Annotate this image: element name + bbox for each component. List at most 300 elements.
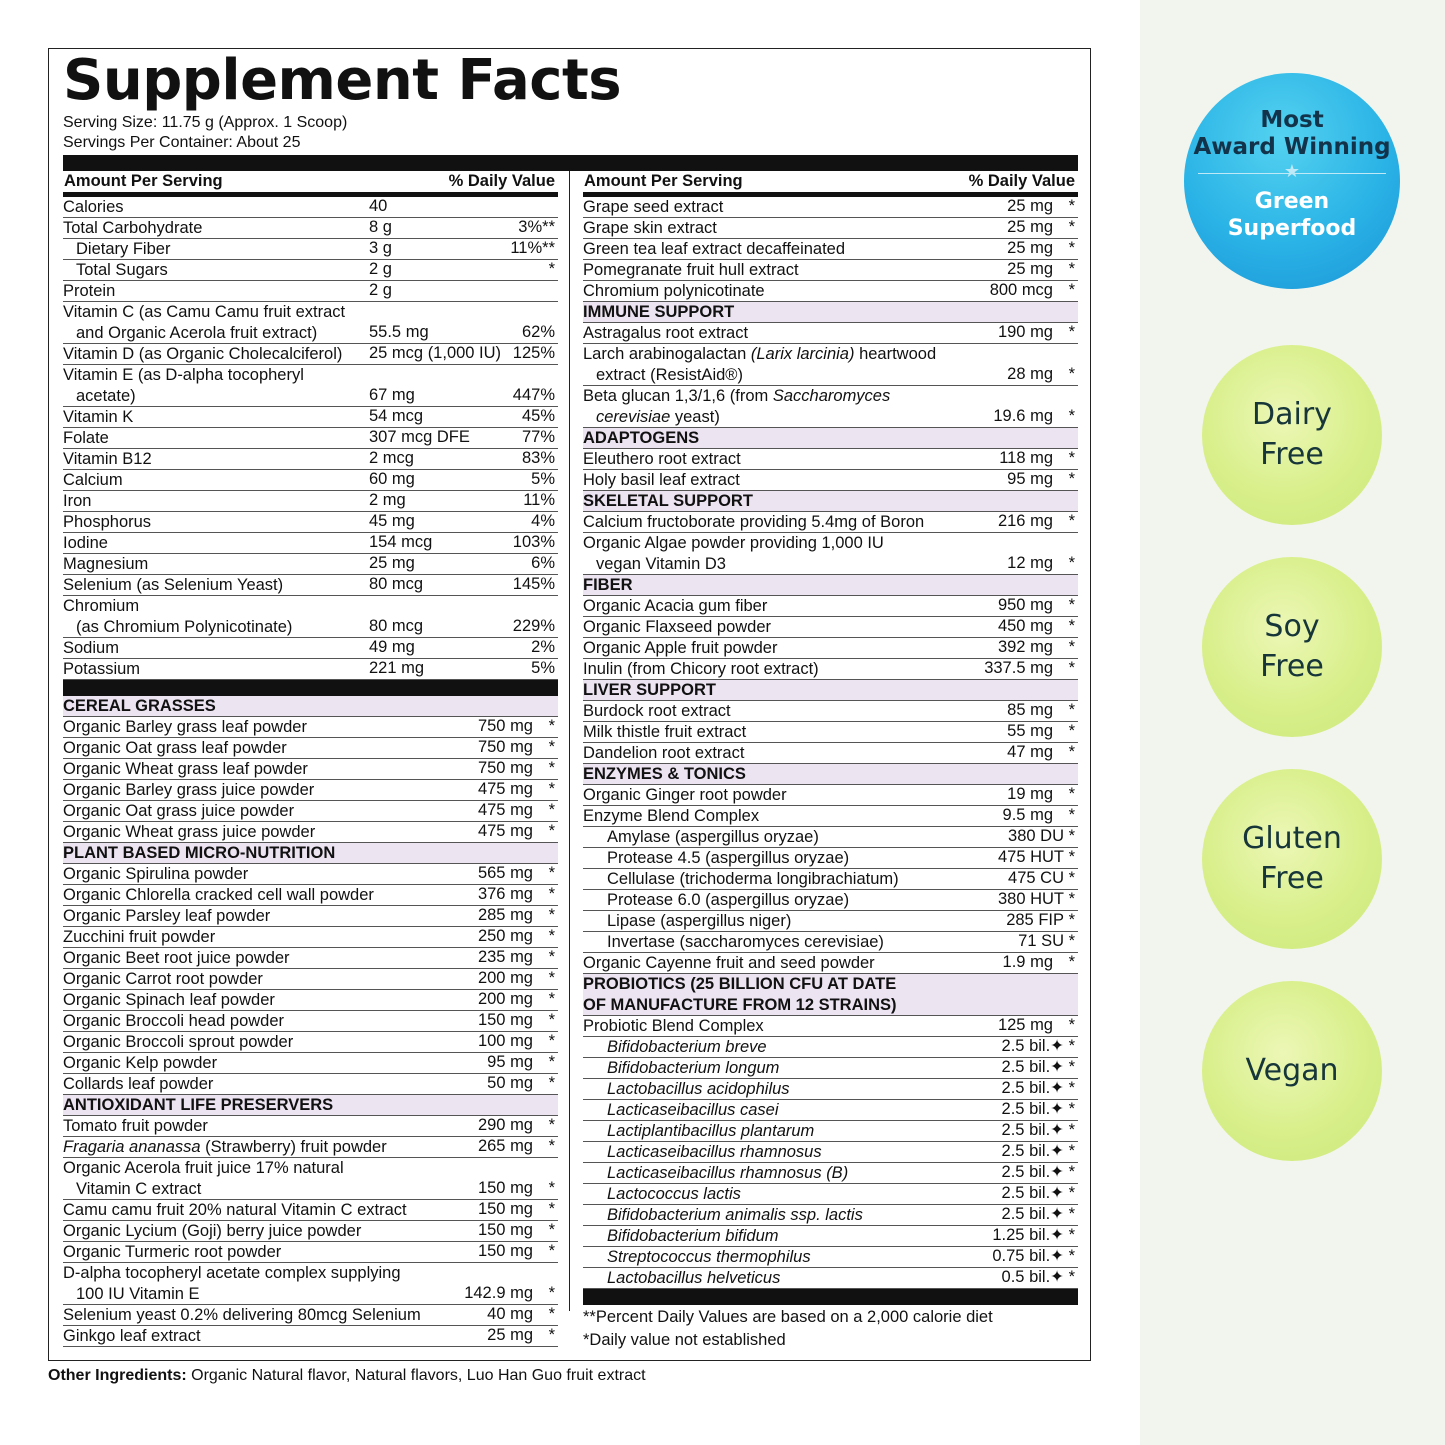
section-title-line-2: OF MANUFACTURE FROM 12 STRAINS): [583, 996, 897, 1014]
ingredient-row: [583, 449, 1078, 470]
item-name-text: Green tea leaf extract decaffeinated: [583, 240, 846, 258]
award-line-1: Most: [1260, 107, 1324, 133]
item-name: [583, 1121, 814, 1142]
ingredient-amount: 2.5 bil.✦: [1001, 1163, 1064, 1181]
ingredient-row: [63, 1305, 558, 1326]
item-name-text: Protease 6.0 (aspergillus oryzae): [607, 891, 850, 909]
nutrient-daily-value: 11%: [523, 491, 555, 509]
daily-value-not-established: *: [1068, 743, 1075, 761]
ingredient-row: [63, 885, 558, 906]
badge-dairy-free: [1202, 345, 1382, 525]
item-name-line-2: [63, 1179, 201, 1200]
item-name: [583, 701, 731, 722]
item-name-text: Calcium fructoborate providing 5.4mg of Boron: [583, 513, 925, 531]
nutrient-name: Selenium (as Selenium Yeast): [63, 576, 284, 594]
item-name2-text: vegan Vitamin D3: [596, 555, 726, 573]
item-name-text: (Strawberry) fruit powder: [200, 1138, 387, 1156]
item-name: [583, 596, 767, 617]
daily-value-not-established: *: [1068, 848, 1075, 866]
item-name: [583, 449, 741, 470]
ingredient-amount: 150 mg: [477, 1200, 533, 1218]
ingredient-amount: 190 mg: [997, 323, 1053, 341]
ingredient-amount: 2.5 bil.✦: [1001, 1037, 1064, 1055]
ingredient-amount: 565 mg: [477, 864, 533, 882]
ingredient-amount: 142.9 mg: [464, 1284, 533, 1302]
star-icon: ★: [1283, 161, 1301, 182]
daily-value-not-established: *: [1068, 1079, 1075, 1097]
nutrient-daily-value: 5%: [531, 470, 555, 488]
nutrient-row: [63, 512, 558, 533]
ingredient-amount: 235 mg: [477, 948, 533, 966]
nutrient-daily-value: *: [548, 260, 555, 278]
daily-value-not-established: *: [548, 1200, 555, 1218]
other-ingredients-label: Other Ingredients:: [48, 1367, 187, 1384]
item-name-italic: Bifidobacterium longum: [607, 1059, 780, 1077]
daily-value-not-established: *: [548, 1242, 555, 1260]
section-title: PLANT BASED MICRO-NUTRITION: [63, 844, 336, 862]
award-line-3: Green: [1254, 189, 1330, 214]
ingredient-amount: 9.5 mg: [1002, 806, 1053, 824]
item-name: [583, 890, 849, 911]
item-name: [583, 386, 890, 407]
item-name-text: Milk thistle fruit extract: [583, 723, 747, 741]
section-title: ENZYMES & TONICS: [583, 765, 746, 783]
ingredient-amount: 376 mg: [477, 885, 533, 903]
daily-value-not-established: *: [1068, 407, 1075, 425]
item-name-italic: Lactiplantibacillus plantarum: [607, 1122, 815, 1140]
section-header: [63, 1095, 558, 1116]
nutrient-amount: 221 mg: [369, 659, 425, 677]
ingredient-amount: 28 mg: [1007, 365, 1053, 383]
item-name-italic: Fragaria ananassa: [63, 1138, 201, 1156]
item-name: [583, 722, 746, 743]
ingredient-row: [63, 1158, 558, 1200]
nutrient-daily-value: 6%: [531, 554, 555, 572]
nutrient-amount: 3 g: [369, 239, 392, 257]
ingredient-amount: 392 mg: [997, 638, 1053, 656]
ingredient-amount: 95 mg: [487, 1053, 533, 1071]
ingredient-row: [583, 617, 1078, 638]
daily-value-not-established: *: [1068, 1226, 1075, 1244]
ingredient-amount: 40 mg: [487, 1305, 533, 1323]
item-name-text: Dandelion root extract: [583, 744, 745, 762]
daily-value-not-established: *: [548, 1326, 555, 1344]
daily-value-not-established: *: [1068, 827, 1075, 845]
item-name: [583, 932, 884, 953]
item-name-text: Holy basil leaf extract: [583, 471, 740, 489]
item-name-text: Organic Carrot root powder: [63, 970, 263, 988]
award-badge: [1184, 73, 1400, 289]
daily-value-not-established: *: [1068, 932, 1075, 950]
ingredient-row: [583, 1226, 1078, 1247]
section-header: [583, 428, 1078, 449]
item-name: [63, 822, 315, 843]
nutrient-amount: 60 mg: [369, 470, 415, 488]
ingredient-amount: 25 mg: [1007, 239, 1053, 257]
nutrient-amount: 80 mcg: [369, 575, 424, 593]
ingredient-amount: 2.5 bil.✦: [1001, 1205, 1064, 1223]
nutrient-name: Iron: [63, 492, 92, 510]
daily-value-not-established: *: [1068, 1058, 1075, 1076]
item-name-text: Pomegranate fruit hull extract: [583, 261, 799, 279]
daily-value-not-established: *: [1068, 638, 1075, 656]
nutrient-amount: 2 g: [369, 260, 392, 278]
ingredient-row: [583, 659, 1078, 680]
item-name: [63, 1011, 284, 1032]
ingredient-row: [583, 890, 1078, 911]
item-name-text: Selenium yeast 0.2% delivering 80mcg Selenium: [63, 1306, 421, 1324]
badge-gluten-free: [1202, 769, 1382, 949]
ingredient-row: [583, 953, 1078, 974]
ingredient-amount: 2.5 bil.✦: [1001, 1184, 1064, 1202]
ingredient-row: [63, 1011, 558, 1032]
daily-value-not-established: *: [1068, 218, 1075, 236]
daily-value-not-established: *: [1068, 596, 1075, 614]
item-name: [583, 659, 819, 680]
award-bottom-text: [1184, 188, 1400, 242]
item-name-text: Astragalus root extract: [583, 324, 749, 342]
item-name-text: Organic Wheat grass leaf powder: [63, 760, 308, 778]
ingredient-amount: 337.5 mg: [984, 659, 1053, 677]
ingredient-row: [583, 827, 1078, 848]
item-name: [583, 1163, 848, 1184]
item-name-text: Zucchini fruit powder: [63, 928, 216, 946]
daily-value-not-established: *: [1068, 260, 1075, 278]
item-name-text: Tomato fruit powder: [63, 1117, 208, 1135]
daily-value-label: % Daily Value: [968, 172, 1075, 190]
nutrient-row: [63, 575, 558, 596]
item-name-line-2: [583, 365, 743, 386]
item-name: [583, 617, 771, 638]
section-rule: [583, 1289, 1078, 1305]
section-title: LIVER SUPPORT: [583, 681, 716, 699]
item-name-line-2: [63, 1284, 200, 1305]
ingredient-amount: 55 mg: [1007, 722, 1053, 740]
ingredient-row: [583, 386, 1078, 428]
item-name: [583, 1268, 780, 1289]
ingredient-row: [63, 1053, 558, 1074]
badge-line-2: Free: [1260, 861, 1324, 896]
section-header: [583, 575, 1078, 596]
nutrient-daily-value: 145%: [512, 575, 555, 593]
ingredient-amount: 475 mg: [477, 780, 533, 798]
ingredient-row: [583, 785, 1078, 806]
daily-value-not-established: *: [1068, 1205, 1075, 1223]
item-name: [583, 218, 717, 239]
ingredient-row: [63, 1074, 558, 1095]
ingredient-amount: 0.75 bil.✦: [992, 1247, 1064, 1265]
item-name-text: Inulin (from Chicory root extract): [583, 660, 819, 678]
daily-value-not-established: *: [548, 801, 555, 819]
right-body: [583, 197, 1078, 1351]
ingredient-row: [583, 722, 1078, 743]
nutrient-daily-value: 11%**: [510, 239, 555, 257]
daily-value-not-established: *: [1068, 701, 1075, 719]
badge-line-1: Gluten: [1242, 821, 1342, 856]
daily-value-not-established: *: [1068, 449, 1075, 467]
item-name: [583, 911, 791, 932]
nutrient-amount: 307 mcg DFE: [369, 428, 470, 446]
ingredient-amount: 95 mg: [1007, 470, 1053, 488]
ingredient-row: [583, 1016, 1078, 1037]
item-name-text: Organic Chlorella cracked cell wall powder: [63, 886, 374, 904]
daily-value-not-established: *: [548, 1305, 555, 1323]
ingredient-amount: 450 mg: [997, 617, 1053, 635]
nutrient-row: [63, 470, 558, 491]
ingredient-amount: 19 mg: [1007, 785, 1053, 803]
other-ingredients: [48, 1366, 646, 1386]
ingredient-row: [583, 932, 1078, 953]
item-name-text: Cellulase (trichoderma longibrachiatum): [607, 870, 899, 888]
ingredient-amount: 50 mg: [487, 1074, 533, 1092]
ingredient-row: [63, 948, 558, 969]
item-name-text: Organic Spirulina powder: [63, 865, 249, 883]
nutrient-name: Potassium: [63, 660, 141, 678]
ingredient-row: [583, 848, 1078, 869]
section-header: [583, 680, 1078, 701]
ingredient-amount: 85 mg: [1007, 701, 1053, 719]
nutrient-amount: 45 mg: [369, 512, 415, 530]
daily-value-not-established: *: [1068, 890, 1075, 908]
item-name-text: Eleuthero root extract: [583, 450, 741, 468]
ingredient-amount: 150 mg: [477, 1179, 533, 1197]
item-name: [63, 885, 374, 906]
item-name: [63, 1053, 217, 1074]
section-title: ANTIOXIDANT LIFE PRESERVERS: [63, 1096, 334, 1114]
nutrient-name: Total Sugars: [76, 261, 168, 279]
item-name-text: Organic Algae powder providing 1,000 IU: [583, 534, 884, 552]
top-rule: [63, 155, 1078, 171]
nutrient-amount: 2 mcg: [369, 449, 414, 467]
ingredient-amount: 71 SU: [1018, 932, 1064, 950]
nutrient-name-line-2: (as Chromium Polynicotinate): [76, 618, 293, 636]
daily-value-not-established: *: [548, 1011, 555, 1029]
daily-value-not-established: *: [548, 1137, 555, 1155]
nutrient-name: Magnesium: [63, 555, 149, 573]
ingredient-amount: 150 mg: [477, 1242, 533, 1260]
daily-value-not-established: *: [548, 717, 555, 735]
item-name-italic: Lactobacillus helveticus: [607, 1269, 781, 1287]
ingredient-row: [583, 701, 1078, 722]
item-name-text: Organic Barley grass leaf powder: [63, 718, 307, 736]
nutrient-name: Dietary Fiber: [76, 240, 171, 258]
daily-value-not-established: *: [1068, 323, 1075, 341]
item-name: [583, 869, 899, 890]
ingredient-row: [583, 1100, 1078, 1121]
ingredient-amount: 2.5 bil.✦: [1001, 1079, 1064, 1097]
nutrient-amount: 8 g: [369, 218, 392, 236]
item-name: [583, 533, 884, 554]
item-name-italic: Lactococcus lactis: [607, 1185, 741, 1203]
item-name-text: Organic Parsley leaf powder: [63, 907, 271, 925]
section-header: [583, 491, 1078, 512]
item-name: [583, 239, 845, 260]
ingredient-row: [583, 596, 1078, 617]
item-name-text: Ginkgo leaf extract: [63, 1327, 201, 1345]
ingredient-row: [63, 1263, 558, 1305]
item-name: [583, 743, 744, 764]
item-name-italic: Saccharomyces: [772, 387, 891, 405]
left-body: [63, 197, 558, 1347]
ingredient-amount: 475 mg: [477, 801, 533, 819]
item-name: [583, 638, 777, 659]
ingredient-amount: 100 mg: [477, 1032, 533, 1050]
item-name-line-2: [583, 554, 726, 575]
nutrient-name: Chromium: [63, 597, 140, 615]
ingredient-amount: 1.9 mg: [1002, 953, 1053, 971]
item-name: [583, 1226, 779, 1247]
ingredient-amount: 750 mg: [477, 738, 533, 756]
item-name-text: Invertase (saccharomyces cerevisiae): [607, 933, 884, 951]
section-rule: [63, 680, 558, 696]
item-name-text: Organic Acacia gum fiber: [583, 597, 768, 615]
item-name-text: Organic Wheat grass juice powder: [63, 823, 316, 841]
item-name-text: Chromium polynicotinate: [583, 282, 765, 300]
section-header: [583, 974, 1078, 1016]
item-name2-text: Vitamin C extract: [76, 1180, 202, 1198]
section-header: [63, 696, 558, 717]
item-name: [583, 806, 759, 827]
ingredient-row: [583, 323, 1078, 344]
item-name-text: Organic Oat grass juice powder: [63, 802, 295, 820]
nutrient-amount: 2 mg: [369, 491, 406, 509]
nutrient-row: [63, 449, 558, 470]
ingredient-amount: 200 mg: [477, 990, 533, 1008]
nutrient-name-line-2: and Organic Acerola fruit extract): [76, 324, 318, 342]
amount-per-serving-label: Amount Per Serving: [64, 172, 223, 190]
ingredient-row: [63, 1137, 558, 1158]
item-name: [63, 1158, 344, 1179]
section-header: [583, 764, 1078, 785]
item-name-text: Organic Turmeric root powder: [63, 1243, 282, 1261]
item-name: [583, 953, 875, 974]
ingredient-amount: 475 mg: [477, 822, 533, 840]
daily-value-not-established: *: [1068, 617, 1075, 635]
nutrient-row: [63, 260, 558, 281]
daily-value-not-established: *: [548, 822, 555, 840]
nutrient-amount: 67 mg: [369, 386, 415, 404]
item-name-italic: Bifidobacterium animalis ssp. lactis: [607, 1206, 863, 1224]
nutrient-name: Vitamin C (as Camu Camu fruit extract: [63, 303, 346, 321]
ingredient-row: [583, 344, 1078, 386]
item-name: [63, 1116, 208, 1137]
nutrient-row: [63, 344, 558, 365]
daily-value-not-established: *: [548, 948, 555, 966]
nutrient-name: Calories: [63, 198, 124, 216]
nutrient-amount: 25 mcg (1,000 IU): [369, 344, 502, 362]
ingredient-row: [583, 218, 1078, 239]
item-name: [63, 990, 275, 1011]
daily-value-not-established: *: [1068, 1100, 1075, 1118]
daily-value-not-established: *: [548, 1179, 555, 1197]
section-title: ADAPTOGENS: [583, 429, 700, 447]
ingredient-amount: 150 mg: [477, 1221, 533, 1239]
ingredient-row: [583, 197, 1078, 218]
daily-value-not-established: *: [1068, 1037, 1075, 1055]
ingredient-row: [63, 1200, 558, 1221]
item-name: [583, 1142, 822, 1163]
ingredient-row: [583, 239, 1078, 260]
nutrient-amount: 80 mcg: [369, 617, 424, 635]
ingredient-row: [583, 1058, 1078, 1079]
section-title: SKELETAL SUPPORT: [583, 492, 753, 510]
badge-vegan: [1202, 981, 1382, 1161]
ingredient-row: [63, 990, 558, 1011]
ingredient-row: [583, 743, 1078, 764]
ingredient-row: [583, 1079, 1078, 1100]
ingredient-amount: 800 mcg: [989, 281, 1053, 299]
nutrient-name: Vitamin B12: [63, 450, 152, 468]
item-name: [63, 1242, 281, 1263]
item-name: [583, 1016, 764, 1037]
nutrient-name: Vitamin D (as Organic Cholecalciferol): [63, 345, 343, 363]
nutrient-row: [63, 638, 558, 659]
nutrient-daily-value: 3%**: [518, 218, 555, 236]
item-name-italic: Bifidobacterium breve: [607, 1038, 767, 1056]
amount-per-serving-label: Amount Per Serving: [584, 172, 743, 190]
section-title: FIBER: [583, 576, 633, 594]
section-header: [63, 843, 558, 864]
item-name-text: Organic Broccoli head powder: [63, 1012, 285, 1030]
item-name: [63, 1326, 201, 1347]
ingredient-row: [63, 927, 558, 948]
nutrient-row: [63, 428, 558, 449]
item-name-text: Beta glucan 1,3/1,6 (from: [583, 387, 773, 405]
ingredient-row: [583, 638, 1078, 659]
ingredient-row: [63, 717, 558, 738]
item-name2-italic: cerevisiae: [596, 408, 671, 426]
award-top-text: [1184, 107, 1400, 161]
item-name-text: Larch arabinogalactan: [583, 345, 751, 363]
nutrient-daily-value: 103%: [512, 533, 555, 551]
nutrient-row: [63, 596, 558, 638]
ingredient-amount: 12 mg: [1007, 554, 1053, 572]
item-name-italic: Lactobacillus acidophilus: [607, 1080, 790, 1098]
ingredient-row: [63, 780, 558, 801]
nutrient-name: Total Carbohydrate: [63, 219, 203, 237]
right-column: [583, 171, 1078, 1351]
ingredient-amount: 150 mg: [477, 1011, 533, 1029]
daily-value-not-established: *: [1068, 1184, 1075, 1202]
ingredient-row: [63, 1242, 558, 1263]
nutrient-daily-value: 4%: [531, 512, 555, 530]
nutrient-row: [63, 491, 558, 512]
nutrient-row: [63, 218, 558, 239]
ingredient-amount: 118 mg: [999, 449, 1053, 467]
item-name: [583, 323, 748, 344]
badge-line-2: Free: [1260, 649, 1324, 684]
daily-value-not-established: *: [548, 906, 555, 924]
nutrient-daily-value: 125%: [512, 344, 555, 362]
daily-value-not-established: *: [1068, 554, 1075, 572]
supplement-facts-panel: [48, 48, 1091, 1361]
item-name: [63, 948, 290, 969]
ingredient-row: [63, 969, 558, 990]
ingredient-amount: 0.5 bil.✦: [1001, 1268, 1064, 1286]
nutrient-name: Folate: [63, 429, 109, 447]
ingredient-amount: 475 HUT: [997, 848, 1064, 866]
item-name: [63, 1263, 401, 1284]
item-name: [583, 260, 799, 281]
nutrient-daily-value: 447%: [512, 386, 555, 404]
ingredient-row: [63, 1032, 558, 1053]
item-name-text: Probiotic Blend Complex: [583, 1017, 764, 1035]
item-name: [63, 906, 270, 927]
nutrient-name: Calcium: [63, 471, 123, 489]
ingredient-row: [583, 260, 1078, 281]
item-name2-text: extract (ResistAid®): [596, 366, 743, 384]
ingredient-row: [63, 1221, 558, 1242]
